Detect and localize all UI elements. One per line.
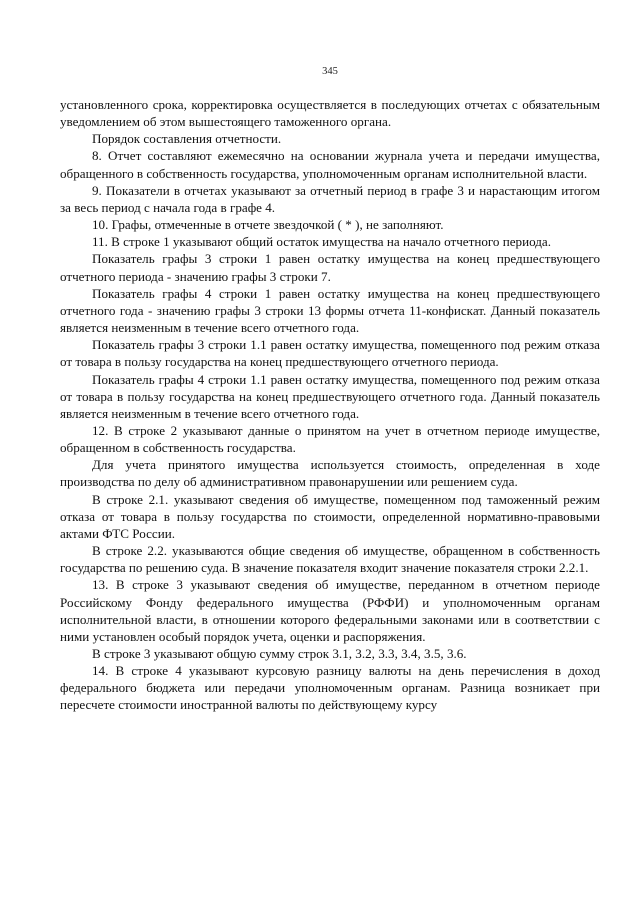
paragraph-p8: Показатель графы 3 строки 1.1 равен остатку имущества, помещенного под режим отказа от товара в пользу государства на конец предшествующего отчетного периода. xyxy=(60,337,600,370)
paragraph-p4: 10. Графы, отмеченные в отчете звездочкой ( * ), не заполняют. xyxy=(92,217,444,233)
paragraph-p1: Порядок составления отчетности. xyxy=(92,131,282,147)
document-body xyxy=(60,96,600,714)
paragraph-p3: 9. Показатели в отчетах указывают за отчетный период в графе 3 и нарастающим итогом за весь период с начала года в графе 4. xyxy=(60,182,600,215)
paragraph-p7: Показатель графы 4 строки 1 равен остатку имущества на конец предшествующего отчетного года - значению графы 3 строки 13 формы отчета 11-конфискат. Данный показатель является неизменным в течение всего отчетного года. xyxy=(60,285,600,336)
paragraph-p9: Показатель графы 4 строки 1.1 равен остатку имущества, помещенного под режим отказа от товара в пользу государства на конец предшествующего отчетного года. Данный показатель является неизменным в течение всего отчетного года. xyxy=(60,371,600,421)
paragraph-p11: Для учета принятого имущества используется стоимость, определенная в ходе производства по делу об административном правонарушении или решением суда. xyxy=(60,457,600,490)
paragraph-p10: 12. В строке 2 указывают данные о принятом на учет в отчетном периоде имуществе, обращенном в собственность государства. xyxy=(60,422,600,456)
paragraph-p12: В строке 2.1. указывают сведения об имуществе, помещенном под таможенный режим отказа от товара в пользу государства по стоимости, определенной нормативно-правовыми актами ФТС России. xyxy=(60,491,600,541)
paragraph-p5: 11. В строке 1 указывают общий остаток имущества на начало отчетного периода. xyxy=(92,234,552,250)
paragraph-p16: 14. В строке 4 указывают курсовую разницу валюты на день перечисления в доход федерального бюджета или передачи уполномоченным органам. Разница возникает при пересчете стоимости иностранной валюты по действующему курсу xyxy=(60,663,600,713)
paragraph-p6: Показатель графы 3 строки 1 равен остатку имущества на конец предшествующего отчетного периода - значению графы 3 строки 7. xyxy=(60,251,600,284)
paragraph-p0: установленного срока, корректировка осуществляется в последующих отчетах с обязательным уведомлением об этом вышестоящего таможенного органа. xyxy=(60,97,600,130)
paragraph-p13: В строке 2.2. указываются общие сведения об имуществе, обращенном в собственность государства по решению суда. В значение показателя входит значение показателя строки 2.2.1. xyxy=(60,543,600,576)
page-number: 345 xyxy=(322,66,338,77)
paragraph-p14: 13. В строке 3 указывают сведения об имуществе, переданном в отчетном периоде Российскому Фонду федерального имущества (РФФИ) и уполномоченным органам исполнительной власти, в отношении которого федеральными законами или в соответствии с ними установлен особый порядок учета, оценки и распоряжения. xyxy=(60,577,600,644)
paragraph-p15: В строке 3 указывают общую сумму строк 3.1, 3.2, 3.3, 3.4, 3.5, 3.6. xyxy=(92,646,467,661)
paragraph-p2: 8. Отчет составляют ежемесячно на основании журнала учета и передачи имущества, обращенного в собственность государства, уполномоченным органам исполнительной власти. xyxy=(60,148,600,181)
